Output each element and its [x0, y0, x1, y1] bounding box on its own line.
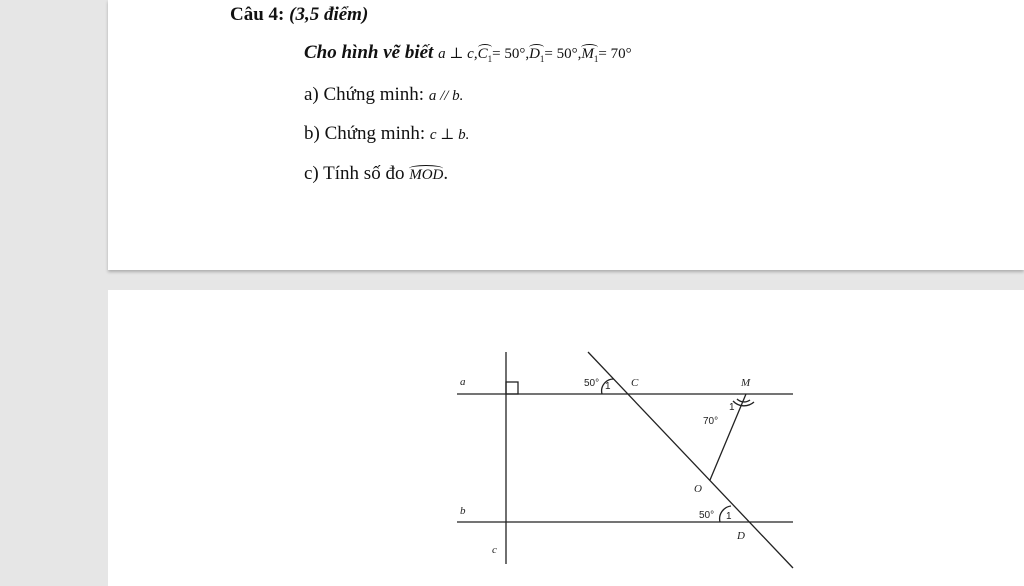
angle-d-value: 50°	[699, 510, 715, 521]
part-c-text: c) Tính số đo	[304, 163, 405, 184]
question-points: (3,5 điểm)	[289, 4, 369, 25]
label-a: a	[460, 376, 466, 388]
angle-c-value: 50°	[584, 378, 600, 389]
part-a-math: a // b.	[428, 88, 464, 104]
transversal-line	[588, 352, 793, 568]
question-number: Câu 4:	[230, 4, 285, 25]
label-point-c: C	[631, 377, 639, 389]
part-a-text: a) Chứng minh:	[304, 84, 425, 105]
angle-c1-value: = 50°,	[492, 46, 530, 62]
label-c: c	[492, 544, 497, 556]
angle-m1-value: = 70°	[598, 46, 632, 62]
angle-m-value: 70°	[703, 416, 719, 427]
label-point-d: D	[737, 530, 745, 542]
angle-d-index: 1	[726, 511, 732, 522]
part-b-math: c ⊥ b.	[429, 127, 470, 143]
label-point-m: M	[741, 377, 751, 389]
segment-mo	[710, 394, 746, 480]
label-point-o: O	[694, 483, 702, 495]
angle-m-index: 1	[729, 402, 735, 413]
given-text: Cho hình vẽ biết	[304, 42, 434, 63]
part-c-end: .	[443, 163, 449, 184]
angle-c1: $C_1$	[477, 46, 493, 64]
angle-d1-value: = 50°,	[544, 46, 582, 62]
right-angle-mark	[506, 382, 518, 394]
part-b-text: b) Chứng minh:	[304, 123, 426, 144]
angle-d1: $D_1$	[529, 46, 545, 64]
angle-c-index: 1	[605, 381, 611, 392]
angle-m1: $M_1$	[581, 46, 599, 64]
part-c-angle: MOD	[409, 167, 444, 183]
given-perp: a ⊥ c,	[438, 46, 478, 62]
label-b: b	[460, 505, 466, 517]
